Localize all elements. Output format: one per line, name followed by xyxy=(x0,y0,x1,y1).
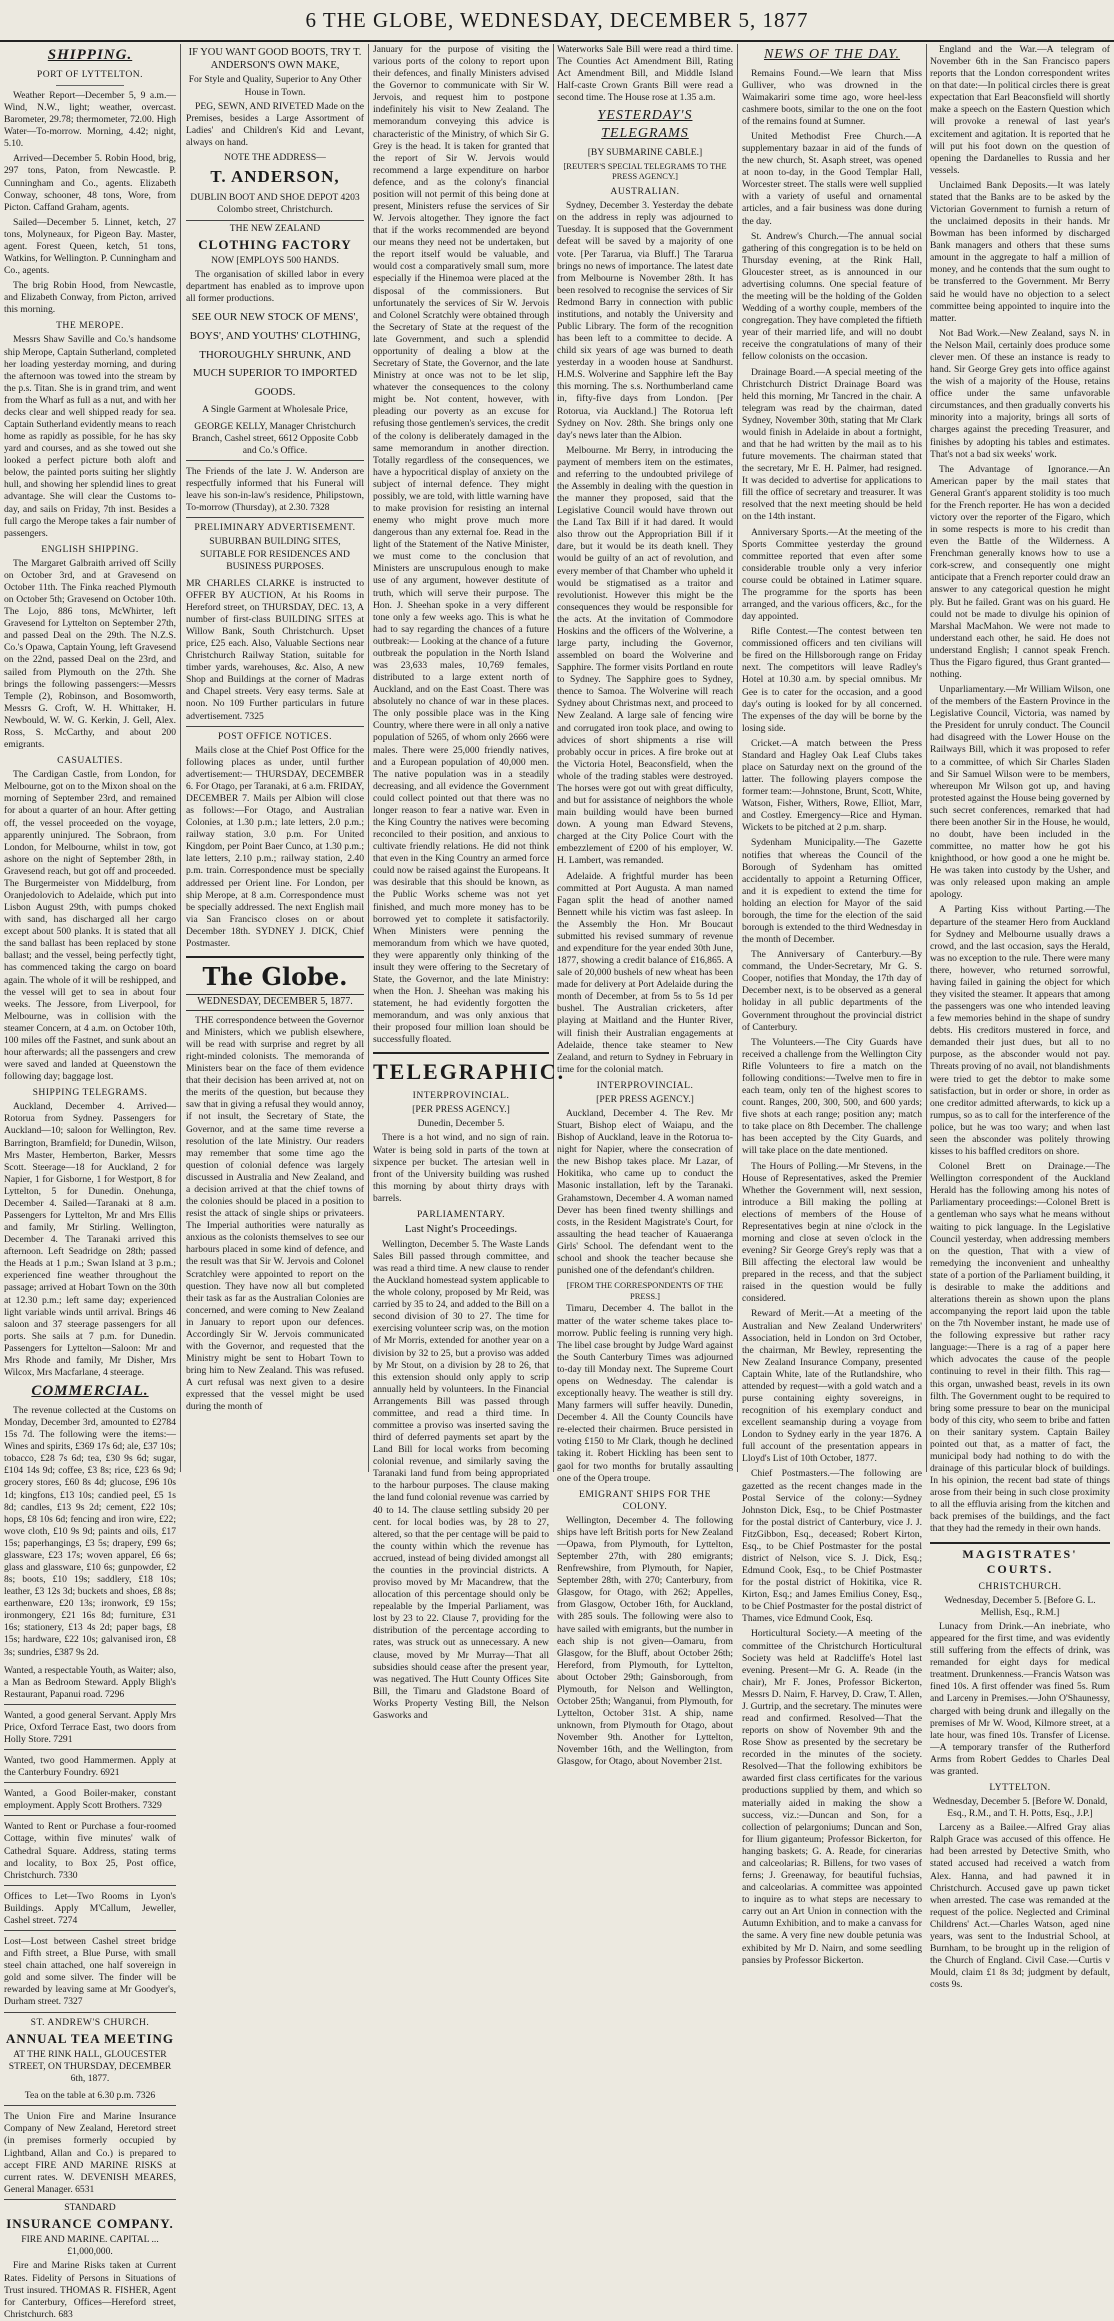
shipping-telegrams-heading: SHIPPING TELEGRAMS. xyxy=(32,1087,148,1099)
auckland-article: Auckland, December 4. The Rev. Mr Stuart, Bishop elect of Waiapu, and the Bishop of Auckland, leave in the Rotorua to-night for Napier, where the consecration of the new Bishop takes place. Mr Lazar, of Hokitika, who came up to conduct the Masonic installation, left by the Taranaki. Grahamstown, December 4. A woman named Dever has been fined twenty shillings and costs, in the Resident Magistrate's Court, for assaulting the head teacher of Kauaeranga Girls' School. The defendant went to the school and shook the teacher because she punished one of the defendant's children. xyxy=(557,1107,733,1276)
sailings: Sailed—December 5. Linnet, ketch, 27 tons, Molyneaux, for Pigeon Bay. Master, agent. Forest Queen, ketch, 51 tons, Watkins, for Wellington. P. Cunningham and Co., agents. xyxy=(4,216,176,277)
standard-name: INSURANCE COMPANY. xyxy=(6,2215,174,2231)
clarke-auction-ad: MR CHARLES CLARKE is instructed to OFFER BY AUCTION, At his Rooms in Hereford street, on THURSDAY, DEC. 13, A number of first-class BUILDING SITES at Willow Bank, South Christchurch. Upset price, £25 each. Also, Valuable Sections near Christchurch Railway Station, suitable for timber yards, warehouses, &c. Also, A new Shop and Buildings at the corner of Madras and Chapel streets. Very easy terms. Sale at noon. No 109 Further particulars in future advertisement. 7325 xyxy=(186,575,364,727)
news-item: Colonel Brett on Drainage.—The Wellington correspondent of the Auckland Herald has the following among his notes of Parliamentary proceedings:—Colonel Brett is a gentleman who says what he means without waiting to pick language. In the Legislative Council yesterday, when addressing members on the question, That with a view of remedying the inconvenient and unhealthy state of a portion of the Parliament building, it is desirable to make the additions and alterations therein as shown upon the plans accompanying the report laid upon the table on the 7th November instant, he made use of the following expressive but rather racy language:—There is a rag of a paper here which advocates the cause of the people continuing to revel in their filth. This rag—this organ, unwashed beast, revels in its own filth. The Government ought to be required to bring some pressure to bear on the municipal body of this city, who seem to bribe and fatten on their sanitary system. Captain Bailey pointed out that, as a matter of fact, the municipal body had nothing to do with the drainage of this particular block of buildings. In his opinion, the recent bad state of things arose from their being in such close proximity to all the effluvia arising from the kitchen and back premises of the buildings, and the fact that they had the remedy in their own hands. xyxy=(930,1161,1110,1535)
yesterday-telegrams-heading: YESTERDAY'S TELEGRAMS xyxy=(597,108,693,142)
anderson-note: NOTE THE ADDRESS— xyxy=(224,151,326,163)
section-heading-shipping: SHIPPING. xyxy=(47,47,133,63)
organisation-text: The organisation of skilled labor in every department has enabled as to improve upon all former productions. xyxy=(186,269,364,305)
news-item: A Parting Kiss without Parting.—The departure of the steamer Hero from Auckland for Sydney and Melbourne usually draws a crowd, and the last occasion, says the Herald, was no exception to the rule. There were many there, however, who returned sorrowful, having failed in gaining the object for which they visited the steamer. It appears that among the passengers was one who intended leaving a few memories behind in the shape of sundry debts. His creditors mustered in force, and demanded their just dues, but all to no purpose, as the absconder would not pay. Threats proving of no avail, not blandishments were tried to get the debtor to make some satisfaction, but in order or shore, in order as one creditor admitted afterwards, to kick up a rumpus, so as to call for the interference of the police, but he was too wary; and when last seen the absconder was politely throwing kisses to his baffled creditors on shore. xyxy=(930,904,1110,1158)
english-shipping-heading: ENGLISH SHIPPING. xyxy=(41,543,139,555)
classified-ad: Wanted, two good Hammermen. Apply at the Canterbury Foundry. 6921 xyxy=(4,1752,176,1783)
interprovincial-heading: INTERPROVINCIAL. xyxy=(596,1079,694,1091)
standard-sub: FIRE AND MARINE. CAPITAL ... £1,000,000. xyxy=(21,2234,159,2258)
lyttelton-heading: LYTTELTON. xyxy=(989,1782,1051,1793)
column-rule xyxy=(180,44,181,1472)
post-office-heading: POST OFFICE NOTICES. xyxy=(217,730,333,742)
christchurch-cases: Lunacy from Drink.—An inebriate, who appeared for the first time, and was evidently still suffering from the effects of drink, was remanded for eight days for medical treatment. Drunkenness.—Francis Watson was fined 10s. A first offender was fined 5s. Rum and Larceny in Premises.—John O'Shaunessy, charged with being drunk and illegally on the premises of Mr W. Wood, Kilmore street, at a late hour, was fined 10s. Transfer of License.—A temporary transfer of the Rutherford Arms from Robert Geddes to Charles Deal was granted. xyxy=(930,1620,1110,1777)
news-item: The Hours of Polling.—Mr Stevens, in the House of Representatives, asked the Premier Whether the Government will, next session, introduce a Bill making the polling at elections of members of the House of Representatives begin at nine o'clock in the morning and close at seven o'clock in the evening? Sir George Grey's reply was that a Bill affecting the electoral law would be prepared in the recess, and that the subject raised in the question would be fully considered. xyxy=(742,1160,922,1305)
commercial-article: The revenue collected at the Customs on Monday, December 3rd, amounted to £2784 15s 7d. The following were the items:—Wines and spirits, £369 17s 6d; ale, £37 10s; tobacco, £28 7s 6d; tea, £30 9s 6d; sugar, £104 14s 9d; coffee, £3 8s; rice, £23 6s 9d; grocery stores, £60 8s 4d; glucose, £96 10s 1d; kingfons, £13 10s; candied peel, £5 1s 8d; candles, £13 9s 2d; cement, £22 10s; hops, £8 10s 6d; fencing and iron wire, £22; wove cloth, £10 9s 9d; paints and oils, £17 15s; paperhangings, £3 5s; drapery, £99 6s; glassware, £23 17s; woven apparel, £6 6s; glass and glassware, £10 6s; gunpowder, £2 8s; boots, £10 19s; saddlery, £18 10s; leather, £3 12s 3d; buckets and shoes, £8 8s; earthenware, £20 13s; ironwork, £9 15s; ironmongery, £21 16s 8d; furniture, £31 16s; stationery, £13 4s 2d; paper bags, £8 15s; hardware, £22 10s; galvanised iron, £8 3s; sundries, £387 9s 2d. xyxy=(4,1404,176,1658)
standard-text: Fire and Marine Risks taken at Current Rates. Fidelity of Persons in Situations of Trust insured. THOMAS R. FISHER, Agent for Canterbury, Offices—Hereford street, Christchurch. 683 xyxy=(4,2260,176,2320)
preliminary-heading: PRELIMINARY ADVERTISEMENT. xyxy=(194,522,356,534)
column-2 xyxy=(186,44,364,1472)
dunedin-dateline: Dunedin, December 5. xyxy=(417,1118,505,1130)
news-item: Remains Found.—We learn that Miss Gulliver, who was drowned in the Waimakariri some time ago, wore heel-less cashmere boots, similar to the one on the foot of the remains found at Sumner. xyxy=(742,67,922,127)
leader-article: THE correspondence between the Governor and Ministers, which we publish elsewhere, will be read with surprise and regret by all right-minded colonists. The memoranda of Ministers bear on the face of them evidence that their decision has been arrived at, not on the merits of the question, but because they saw that in giving a refusal they would annoy, if not insult, the Secretary of State, the Governor, and at the same time reverse a resolution of the late Ministry. Our readers may remember that some time ago the question of colonial defence was largely discussed in Australia and New Zealand, and a decision arrived at that the chief towns of the colonies should be placed in a position to resist the attack of single ships or privateers. The Imperial authorities were naturally as anxious as the colonists themselves to see our harbours placed in some kind of defence, and the result was that Sir W. Jervois and Colonel Scratchley were appointed to report on the question. They have now all but completed their task as far as the Australian Colonies are concerned, and were coming to New Zealand in January to report upon our defences. Accordingly Sir W. Jervois communicated with the Governor, and requested that the Ministry might be sent to Hobart Town to bring him to New Zealand. This was refused. A curt refusal was next given to a desire expressed that the vessel might be used during the month of xyxy=(186,1014,364,1413)
port-heading: PORT OF LYTTELTON. xyxy=(36,68,144,80)
news-item: Anniversary Sports.—At the meeting of the Sports Committee yesterday the ground committee reported that even after some considerable trouble only a very inferior course could be obtained in Latimer square. The programme for the sports has been arranged, and the various officers, &c., for the day appointed. xyxy=(742,526,922,623)
arrivals: Arrived—December 5. Robin Hood, brig, 297 tons, Paton, from Newcastle. P. Cunningham and Co., agents. Elizabeth Conway, schooner, 48 tons, Wore, from Picton. Caffand Graham, agents. xyxy=(4,153,176,213)
column-1 xyxy=(4,44,176,2320)
news-item: St. Andrew's Church.—The annual social gathering of this congregation is to be held on Thursday evening, at the Rink Hall, Gloucester street, as is announced in our advertising columns. One special feature of the meeting will be the holding of the Golden Wedding of a worthy couple, members of the congregation. They have completed the fiftieth year of their married life, and will no doubt receive the congratulations of many of their fellow colonists on the occasion. xyxy=(742,230,922,363)
column-rule xyxy=(926,44,927,1472)
page-title: 6 THE GLOBE, WEDNESDAY, DECEMBER 5, 1877 xyxy=(305,8,809,32)
correspondents-tag: [FROM THE CORRESPONDENTS OF THE PRESS.] xyxy=(566,1280,724,1301)
interprovincial-heading: INTERPROVINCIAL. xyxy=(412,1090,510,1102)
nz-heading: THE NEW ZEALAND xyxy=(229,222,321,234)
press-agency-tag: [PER PRESS AGENCY.] xyxy=(412,1104,510,1116)
news-item: Reward of Merit.—At a meeting of the Australian and New Zealand Underwriters' Association, held in London on 3rd October, the chairman, Mr Bewley, representing the New Zealand Insurance Company, presented Captain White, late of the Rutlandshire, who attended by request—with a gold watch and a purse containing eighty sovereigns, in recognition of his exemplary conduct and excellent seamanship during a voyage from London to Sydney early in the year 1876. A full account of the presentation appears in Lloyd's List of 10th October, 1877. xyxy=(742,1308,922,1465)
anderson-sub: For Style and Quality, Superior to Any Other House in Town. xyxy=(188,74,362,98)
news-item: Rifle Contest.—The contest between ten commissioned officers and ten civilians will be fired on the Hillsborough range on Friday next. The competitors will leave Radley's Hotel at 10.30 a.m. by special omnibus. Mr Gee is to cater for the occasion, and a good day's outing is looked for by all concerned. The expenses of the day will be borne by the losing side. xyxy=(742,626,922,734)
news-item: Horticultural Society.—A meeting of the committee of the Christchurch Horticultural Society was held at Radcliffe's Hotel last evening. Present—Mr G. A. Reade (in the chair), Mr F. Jones, Professor Bickerton, Messrs D. Nairn, F. Harvey, D. Craw, T. Allen, J. Gurtrip, and the secretary. The minutes were read and confirmed. Resolved—That the reports on show of November 9th and the Rose Show as presented by the secretary be recorded in the minutes of the society. Resolved—That the following exhibitors be awarded first class certificates for the various productions supplied by them, and which so materially aided in making the show a success, viz.:—Duncan and Son, for a collection of pelargoniums; Duncan and Son, for Ilium giganteum; Professor Bickerton, for hanging baskets; G. A. Reade, for cinerarias and calceolarias; R. Billens, for two vases of ferns; J. Greenaway, for beautiful fuchsias, and calceolarias. A committee was appointed to inquire as to what steps are necessary to carry out an Art Union in connection with the Autumn Exhibition, and to make a canvass for the same. A very fine new double petunia was exhibited by Mr D. Nairn, and some seedling pansies by Professor Bickerton. xyxy=(742,1628,922,1966)
clothing-factory-title: CLOTHING FACTORY xyxy=(198,236,352,252)
column-rule xyxy=(368,44,369,1472)
funeral-notice: The Friends of the late J. W. Anderson are respectfully informed that his Funeral will leave his son-in-law's residence, Philipstown, To-morrow (Thursday), at 2.30. 7328 xyxy=(186,463,364,518)
column-rule xyxy=(553,44,554,1472)
column-6 xyxy=(930,44,1110,1991)
classified-ad: Lost—Lost between Cashel street bridge and Fifth street, a Blue Purse, with small steel chain attached, one half sovereign in gold and some silver. The finder will be rewarded by leaving same at Mr Goodyer's, Durham street. 7327 xyxy=(4,1933,176,2012)
tea-meeting-time: Tea on the table at 6.30 p.m. 7326 xyxy=(4,2087,176,2106)
weather-report: Weather Report—December 5, 9 a.m.—Wind, N.W., light; weather, overcast. Barometer, 29.78; thermometer, 72.00. High Water—To-morrow. Morning, 4.42; night, 5.10. xyxy=(4,89,176,150)
news-item: Not Bad Work.—New Zealand, says N. in the Nelson Mail, certainly does produce some clever men. Of these an instance is ready to hand. Sir George Grey gets into office against the wish of a majority of the House, retains office under the same unfavorable circumstances, and then gradually converts his minority into a majority, brings all sorts of charges against the preceding Treasurer, and finishes by adopting his tables and estimates. That's not a bad six weeks' work. xyxy=(930,327,1110,460)
news-item: United Methodist Free Church.—A supplementary bazaar in aid of the funds of the new church, St. Asaph street, was opened at noon to-day, in the Good Templar Hall, Worcester street. The stalls were well supplied with a variety of useful and ornamental articles, and a fair business was done during the day. xyxy=(742,131,922,227)
adelaide-article: Adelaide. A frightful murder has been committed at Port Augusta. A man named Fagan split the head of another named Bennett while his victim was fast asleep. In the Assembly the Hon. Mr Boucaut submitted his revised summary of revenue and expenditure for the year ended 30th June, 1877, showing a credit balance of £16,865. A sale of 20,000 bushels of new wheat has been made for delivery at Port Adelaide during the month of December, at from 5s to 5s 1d per bushel. The Australian cricketers, after playing at Maitland and the Hunter River, will finish their Australian engagements at Adelaide, thence take steamer to New Zealand, and return to Sydney in February in time for the colonial match. xyxy=(557,870,733,1075)
kelly-signature: GEORGE KELLY, Manager Christchurch Branch, Cashel street, 6612 Opposite Cobb and Co.'s Office. xyxy=(186,418,364,461)
union-insurance-ad: The Union Fire and Marine Insurance Company of New Zealand, Heretord street (in premises formerly occupied by Lightband, Allan and Co.) is prepared to accept FIRE AND MARINE RISKS at current rates. W. DEVENISH MEARES, General Manager. 6531 xyxy=(4,2108,176,2200)
classified-ad: Wanted to Rent or Purchase a four-roomed Cottage, within five minutes' walk of Cathedral Square. Address, stating terms and locality, to Box 25, Post office, Christchurch. 7330 xyxy=(4,1818,176,1885)
merope-article: Messrs Shaw Saville and Co.'s handsome ship Merope, Captain Sutherland, completed her loading yesterday morning, and during the afternoon was towed into the stream by the p.s. Titan. She is in grand trim, and went from the Wharf as full as a nut, and with her decks clear and well shipped ready for sea. Captain Sutherland evidently means to reach home as rapidly as possible, for he has sky yard and courses, and as she towed out she looked a perfect picture both aloft and below, the painted ports suiting her slightly hull, and showing her splendid lines to great advantage. She will clear the Customs to-day, and sails on Friday, 7th inst. Besides a full cargo the Merope takes a fair number of passengers. xyxy=(4,334,176,539)
news-item: England and the War.—A telegram of November 6th in the San Francisco papers reports that the London correspondent writes on that date:—In political circles there is great expectation that Earl Beaconsfield will shortly make a speech on the Eastern Question which will provoke a renewal of last year's excitement and agitation. It is reported that he will put his foot down on the question of opening the Dardanelles to Russia and her vessels. xyxy=(930,44,1110,176)
divider xyxy=(56,85,125,86)
news-item: Unparliamentary.—Mr William Wilson, one of the members of the Eastern Province in the Legislative Council, Victoria, was named by the President for unruly conduct. The Council had disagreed with the Lower House on the Railways Bill, which it was proposed to refer to a committee, of which Sir Charles Sladen and Sir Samuel Wilson were to be members, whereupon Mr Wilson got up, and having protested against the House being governed by such secret conferences, remarked that had there been another Sir in the House, he would, no doubt, have been included in the committee, no matter how he got his knighthood, or how good a one he might be. He was taken into custody by the Usher, and was only released upon making an ample apology. xyxy=(930,684,1110,901)
leader-continued: January for the purpose of visiting the various ports of the colony to report upon their defences, and finally Ministers advised the Governor to communicate with Sir W. Jervois, and request him to postpone indefinitely his visit to New Zealand. The memorandum conveying this advice is characteristic of the Ministry, of which Sir G. Grey is the head. It is taken for granted that the report of Sir W. Jervois would recommend a large expenditure on harbor defence, and as the colony's financial position will not permit of this being done at present, Ministers refuse the services of Sir W. Jervois altogether. They ignore the fact that if the works recommended are beyond our means they need not be undertaken, but the report itself would be valuable, and would cost a comparatively small sum, more especially if the Hinemoa were placed at the disposal of the commissioners. But unfortunately the services of Sir W. Jervois and Colonel Scratchly were obtained through the Secretary of State at the request of the late Government, and such a splendid opportunity of dealing a blow at the Secretary of State, the Governor, and the late Ministry at once was not to be let slip, whatever the consequences to the colony might be. Not content, however, with pleading our poverty as an excuse for refusing those gentlemen's services, the credit of the colony is deliberately damaged in the same memorandum in another direction. Totally regardless of the consequences, we have a hypocritical display of anxiety on the subject of internal defence. They might possibly, we are told, with little warning have to make provision for resisting an internal enemy who might prove much more dangerous than any external foe. Read in the light of the Statement of the Native Minister, we must come to the conclusion that Ministers are unscrupulous enough to make use of any argument, however destitute of truth, which will serve their purpose. The Hon. J. Sheehan spoke in a very different tone only a few weeks ago. This is what he had to say regarding the chances of a future outbreak:— Looking at the chance of a future outbreak the population in the North Island was 23,633 males, 10,769 females, distributed to a large extent north of Auckland, and on the East Coast. There was absolutely no chance of war in these places. The only possible place was in the King Country, where there were in all only a native population of 5265, of whom only 2666 were males. There were 25,000 friendly natives, and a European population of 40,000 men. The native population was in a steadily decreasing, and all evidence the Government could collect pointed out that there was no longer reason to fear a native war. Even in the King Country the natives were becoming reconciled to their position, and anxious to cultivate friendly relations. He did not think that even in the King Country an armed force could now be raised against the Europeans. It was desirable that this should be known, as the Public Works scheme was not yet finished, and much more money has to be borrowed yet to complete it satisfactorily. When Ministers were penning the memorandum from which we have quoted, they were apparently only thinking of the insult they were offering to the Secretary of State, the Governor, and the late Ministry: when the Hon. J. Sheehan was making his statement, he had evidently forgotten the memorandum, and was only anxious that their proposed four million loan should be successfully floated. xyxy=(373,44,549,1046)
emigrant-ships-article: Wellington, December 4. The following ships have left British ports for New Zealand—Opawa, from Plymouth, for Lyttelton, September 27th, with 280 emigrants; Renfrewshire, from Plymouth, for Napier, September 28th, with 270; Canterbury, from Glasgow, for Otago, with 262; Appelles, from Glasgow, October 16th, for Auckland, with 285 souls. The following were also to have sailed with emigrants, but the number in each ship is not given—Oamaru, from Glasgow, for the Bluff, about October 26th; Hereford, from Plymouth, for Lyttelton, about October 29th; Gainsborough, from Plymouth, for Nelson and Wellington, October 25th; Wanganui, from Plymouth, for Lyttelton, October 31st. A ship, name unknown, from Plymouth for Otago, about November 9th. Another for Lyttelton, November 16th, and the Wellington, from Glasgow, for Otago, about November 21st. xyxy=(557,1514,733,1768)
emigrant-ships-heading: EMIGRANT SHIPS FOR THE COLONY. xyxy=(579,1488,711,1512)
reuter-tag: [REUTER'S SPECIAL TELEGRAMS TO THE PRESS AGENCY.] xyxy=(563,160,727,182)
english-shipping-article: The Margaret Galbraith arrived off Scilly on October 3rd, and at Gravesend on October 11th. The Finka reached Plymouth on October 5th; Gravesend on October 10th. The Lojo, 886 tons, McWhirter, left Gravesend for Lyttelton on September 27th, and passed Deal on the 29th. The N.Z.S. Co.'s Opawa, Captain Young, left Gravesend on the 22nd, passed Deal on the 23rd, and sailed from Plymouth on the 27th. She brings the following passengers:—Messrs Temple (2), Robinson, and Bosomworth, Messrs G. Croft, W. H. Whittaker, H. Newbould, W. W. G. Kerkin, J. Gell, Alex. Ross, S. McCarthy, and about 200 emigrants. xyxy=(4,557,176,751)
brig-note: The brig Robin Hood, from Newcastle, and Elizabeth Conway, from Picton, arrived this morning. xyxy=(4,280,176,316)
column-4 xyxy=(557,44,733,1768)
classified-ad: Wanted, a good general Servant. Apply Mrs Price, Oxford Terrace East, two doors from Holly Store. 7291 xyxy=(4,1707,176,1750)
casualties-heading: CASUALTIES. xyxy=(57,755,123,767)
employs-line: NOW [EMPLOYS 500 HANDS. xyxy=(211,255,339,266)
column-5 xyxy=(742,44,922,1966)
news-item: Drainage Board.—A special meeting of the Christchurch District Drainage Board was held this morning, Mr Tancred in the chair. A telegram was read by the chairman, dated Sydney, November 30th, stating that Mr Clark would finish in Adelaide in about a fortnight, and that he had written by the mail as to his future movements. The chairman stated that the secretary, Mr E. H. Palmer, had resigned. It was decided to advertise for applications to fill the office of secretary and treasurer. It was resolved that the next meeting should be held on the 14th instant. xyxy=(742,366,922,523)
suburban-heading: SUBURBAN BUILDING SITES, SUITABLE FOR RESIDENCES AND BUSINESS PURPOSES. xyxy=(200,536,350,572)
church-heading: ST. ANDREW'S CHURCH. xyxy=(30,2016,150,2028)
news-item: The Advantage of Ignorance.—An American paper by the mail states that General Grant's apparent stolidity is too much for the French reporter. He has won a decided victory over the reporter of the Figaro, which in some respects is more to his credit than even the Battle of the Wilderness. A Frenchman generally knows how to use a cork-screw, and consequently one might anticipate that a French reporter could draw an answer to any categorical question he might ply. But he failed. Grant was on his guard. He could not be made to divulge his opinion of Marshal MacMahon. We were not made to understand each other, he said. He does not understand English; I cannot speak French. Thus the Figaro figured, thus Grant granted—nothing. xyxy=(930,463,1110,680)
cable-tag: [BY SUBMARINE CABLE.] xyxy=(587,146,703,158)
telegraphic-heading: TELEGRAPHIC. xyxy=(373,1052,549,1086)
section-heading-commercial: COMMERCIAL. xyxy=(31,1383,149,1400)
column-3 xyxy=(373,44,566,1721)
newspaper-title: The Globe. xyxy=(186,956,364,992)
press-agency-tag: [PER PRESS AGENCY.] xyxy=(596,1093,694,1105)
lyttelton-cases: Larceny as a Bailee.—Alfred Gray alias Ralph Grace was accused of this offence. He had been arrested by Detective Smith, who stated accused had received a watch from Alex. Hanna, and had pawned it in Christchurch. Accused gave up pawn ticket when arrested. The case was remanded at the request of the police. Neglected and Criminal Childrens' Act.—Charles Watson, aged nine years, was sent to the Industrial School, at Burnham, to be brought up in the religion of the Church of England. Civil Case.—Curtis v Mould, claim £1 8s 3d; judgment by default, costs 9s. xyxy=(930,1822,1110,1991)
christchurch-heading: CHRISTCHURCH. xyxy=(978,1580,1062,1592)
masthead xyxy=(0,0,1114,42)
news-item: The Volunteers.—The City Guards have received a challenge from the Wellington City Rifle Volunteers to fire a match on the following conditions:—Twelve men to fire in each team, only ten of the highest scores to count. Ranges, 200, 300, 500, and 600 yards; five shots at each range; position any; match to take place on 8th December. The challenge has been accepted by the City Guards, and will take place on the date mentioned. xyxy=(742,1036,922,1157)
lyttelton-date: Wednesday, December 5. [Before W. Donald, Esq., R.M., and T. H. Potts, Esq., J.P.] xyxy=(932,1796,1108,1820)
shipping-telegrams-article: Auckland, December 4. Arrived—Rotorua from Sydney. Passengers for Auckland—10; saloon for Wellington, Rev. Barrington, Bramfield; for Dunedin, Wilson, Mrs Master, Hemberton, Barker, Messrs Scott. Steerage—18 for Auckland, 2 for Napier, 1 for Gisborne, 1 for Westport, 8 for Lyttelton, 5 for Dunedin. Onehunga, December 4. Sailed—Taranaki at 8 a.m. Passengers for Lyttelton, Mr and Mrs Ellis and family, Mr Stirling. Wellington, December 4. The Taranaki arrived this afternoon. Left Seadridge on 28th; passed the Heads at 1 p.m.; Swan Island at 3 p.m.; experienced fine weather throughout the passage; arrived at Hobart Town on the 30th at 12.30 p.m.; left same day; experienced light variable winds until arrival. Brings 46 saloon and 37 steerage passengers for all ports. She sails at 7 p.m. for Dunedin. Passengers for Lyttelton—Saloon: Mr and Mrs Rhode and family, Mr Disher, Mrs Wilcox, Mrs Macfarlane, 4 steerage. xyxy=(4,1101,176,1379)
parliamentary-heading: PARLIAMENTARY. xyxy=(416,1208,506,1220)
parliament-continued: Waterworks Sale Bill were read a third time. The Counties Act Amendment Bill, Rating Act Amendment Bill, and Middle Island Half-caste Crown Grants Bill were read a second time. The House rose at 1.35 a.m. xyxy=(557,44,733,104)
australian-article: Sydney, December 3. Yesterday the debate on the address in reply was adjourned to Tuesday. It is supposed that the Government defeat will be saved by a majority of one vote. [Per Tararua, via Bluff.] The Tararua brings no news of importance. The latest date from Melbourne is November 28th. It has been resolved to recognise the services of Sir Redmond Barry in connection with public institutions, and notably the University and Public Library. The form of the recognition has been left to a committee to decide. A child six years of age was burned to death yesterday in a wooden house at Sandhurst. H.M.S. Wolverine and Sapphire left the Bay this morning. The s.s. Northumberland came in, fifty-five days from London. [Per Rotorua, via Auckland.] The Rotorua left Sydney on Nov. 28th. She brings only one day's news later than the Albion. xyxy=(557,200,733,441)
parliamentary-article: Wellington, December 5. The Waste Lands Sales Bill passed through committee, and was read a third time. A new clause to render the Auckland homestead system applicable to the whole colony, proposed by Mr Reid, was carried by 35 to 24, and added to the Bill on a second division of 30 to 27. The time for exercising volunteer scrip was, on the motion of Mr Morris, extended for another year on a division by 32 to 25, but a proviso was added by Mr Stout, on a division by 28 to 26, that this extension should only apply to scrip annually held by volunteers. In the Financial Arrangements Bill was passed through committee, and read a third time. In committee a proviso was inserted saving the third of deferred payments set apart by the Land Bill for local works from becoming colonial revenue, and similarly saving the Taranaki land fund from being appropriated to the harbour purposes. The clause making the land fund colonial revenue was carried by 40 to 14. The clause settling subsidy 20 per cent. for local bodies was, by 28 to 27, altered, so that the per centage will be paid to the county within which the revenue has accrued, instead of being divided amongst all the counties in the provincial districts. A proviso moved by Mr Macandrew, that the allocation of this percentage should only be repealable by the Imperial Parliament, was lost by 23 to 22. Clause 7, providing for the distribution of the percentage according to rates, was struck out as unnecessary. A new clause, moved by Mr Murray—That all subsidies should cease after the present year, was negatived. The Hutt County Offices Site Bill, the Timaru and Gladstone Board of Works Property Vesting Bill, the Nelson Gasworks and xyxy=(373,1238,549,1721)
news-item: The Anniversary of Canterbury.—By command, the Under-Secretary, Mr G. S. Cooper, notifies that Monday, the 17th day of December next, is to be observed as a general holiday in all public departments of the Government throughout the provincial district of Canterbury. xyxy=(742,949,922,1033)
merope-heading: THE MEROPE. xyxy=(56,320,124,332)
news-item: Sydenham Municipality.—The Gazette notifies that whereas the Council of the Borough of Sydenham has omitted accidentally to appoint a Returning Officer, and it is expedient to extend the time for holding an election for Mayor of the said borough, the time for the election of the said borough is extended to the third Wednesday in the month of December. xyxy=(742,837,922,946)
stock-text: SEE OUR NEW STOCK OF MENS', BOYS', AND YOUTHS' CLOTHING, THOROUGHLY SHRUNK, AND MUCH SUPERIOR TO IMPORTED GOODS. xyxy=(189,311,361,399)
australian-heading: AUSTRALIAN. xyxy=(610,186,680,198)
column-rule xyxy=(737,44,738,1472)
parliamentary-sub: Last Night's Proceedings. xyxy=(404,1222,518,1235)
news-item: Cricket.—A match between the Press Standard and Hagley Oak Leaf Clubs takes place on Saturday next on the ground of the latter. The following players compose the former team:—Johnstone, Brunt, Scott, White, Watson, Fisher, Withers, Rowe, Elliot, Marr, and Costley. Emergency—Rice and Hyman. Wickets to be pitched at 2 p.m. sharp. xyxy=(742,737,922,834)
casualties-article: The Cardigan Castle, from London, for Melbourne, got on to the Mixon shoal on the morning of September 23rd, and remained for about a quarter of an hour. After getting off, the vessel proceeded on the voyage, apparently uninjured. The Sobraon, from London, for Melbourne, whilst in tow, got ashore on the night of September 28th, in Gravesend reach, but got off and proceeded. The Burgermeister von Middelburg, from Oranjedolovich to Adelaide, which put into Lisbon August 29th, with pumps choked with sand, has discharged all her cargo except about 500 planks. It is stated that all the sand ballast has been replaced by stone ballast; and the vessel, being perfectly tight, has commenced taking the cargo on board again. The whole of it will be reshipped, and the vessel will get to sea in about four weeks. The Jessore, from Liverpool, for Melbourne, was in collision with the steamer Concern, at 4 a.m. on October 10th, 100 miles off the Fastnet, and sunk about an hour afterwards; all the passengers and crew were saved and landed at Queenstown the following day; baggage lost. xyxy=(4,769,176,1083)
classified-ad: Wanted, a Good Boiler-maker, constant employment. Apply Scott Brothers. 7329 xyxy=(4,1785,176,1816)
anderson-heading: IF YOU WANT GOOD BOOTS, TRY T. ANDERSON'S OWN MAKE, xyxy=(188,47,362,72)
anderson-pegs: PEG, SEWN, AND RIVETED Made on the Premises, besides a Large Assortment of Ladies' and Children's Kid and Levant, always on hand. xyxy=(186,100,364,148)
melbourne-article: Melbourne. Mr Berry, in introducing the payment of members item on the estimates, and referring to the undoubted privilege of the Assembly in dealing with the question in the manner they proposed, said that the Legislative Council would have thrown out the Land Tax Bill if it had dared. It would also throw out the Appropriation Bill if it dare, but it would be its death knell. They would be guilty of an act of revolution, and every member of that Chamber who upheld it would be stigmatised as a traitor and revolutionist. However this might be the consequences they would be responsible for the acts. At the invitation of Commodore Hoskins and the officers of the Wolverine, a large party, including the Governor, assembled on board the Wolverine and Sapphire. The former visits Portland en route to Sydney. The Sapphire goes to Sydney, thence to Samoa. The Wolverine will reach Sydney about Christmas next, and proceed to New Zealand. A large sale of fencing wire and corrugated iron took place, and owing to advices of short shipments a rise will probably occur in prices. A fire broke out at the Victoria Hotel, Beaconsfield, when the whole of the trading stables were destroyed. The horses were got out with great difficulty, and but for assistance of neighbors the whole main building would have been burned down. A young man Edward Stevens, charged at the City Police Court with the embezzlement of £200 of his employer, W. H. Lambert, was remanded. xyxy=(557,444,733,867)
classified-ad: Offices to Let—Two Rooms in Lyon's Buildings. Apply M'Callum, Jeweller, Cashel street. 7274 xyxy=(4,1888,176,1931)
magistrates-heading: MAGISTRATES' COURTS. xyxy=(930,1542,1110,1577)
single-garment: A Single Garment at Wholesale Price, xyxy=(202,403,348,415)
standard-heading: STANDARD xyxy=(64,2201,116,2213)
news-item: Chief Postmasters.—The following are gazetted as the recent changes made in the Postal Service of the colony:—Sydney Johnston Dick, Esq., to be Chief Postmaster for the postal district of Canterbury, vice J. J. FitzGibbon, Esq., deceased; Robert Kirton, Esq., to be Chief Postmaster for the postal district of Nelson, vice S. J. Dick, Esq.; Edmund Cook, Esq., to be Chief Postmaster for the postal district of Hokitika, vice R. Kirton, Esq.; and James Emilius Coney, Esq., to be Chief Postmaster for the postal district of Thames, vice Edmund Cook, Esq. xyxy=(742,1468,922,1625)
news-item: Unclaimed Bank Deposits.—It was lately stated that the Banks are to be asked by the Victorian Government to furnish a return of the unclaimed deposits in their hands. Mr Bowman has been informed by discharged Bank managers and others that these sums amount in the aggregate to half a million of money, and he contends that the sum ought to be transferred to the Government. Mr Berry said he would have no objection to a select committee being appointed to inquire into the matter. xyxy=(930,179,1110,324)
dunedin-article: There is a hot wind, and no sign of rain. Water is being sold in parts of the town at sixpence per bucket. The artesian well in front of the University building was rushed this morning by about thirty drays with barrels. xyxy=(373,1132,549,1204)
anderson-name: T. ANDERSON, xyxy=(210,166,340,186)
issue-date: WEDNESDAY, DECEMBER 5, 1877. xyxy=(186,994,364,1011)
tea-meeting-title: ANNUAL TEA MEETING xyxy=(5,2030,174,2046)
anderson-address: DUBLIN BOOT AND SHOE DEPOT 4203 Colombo street, Christchurch. xyxy=(186,189,364,220)
news-of-the-day-heading: NEWS OF THE DAY. xyxy=(763,47,901,62)
timaru-article: Timaru, December 4. The ballot in the matter of the water scheme takes place to-morrow. Public feeling is running very high. The libel case brought by Judge Ward against the South Canterbury Times was adjourned to-day till Monday next. The Supreme Court opens on Wednesday. The calendar is exceptionally heavy. The weather is still dry. Many farmers will suffer heavily. Dunedin, December 4. All the County Councils have re-elected their chairmen. Bruce persisted in voting £150 to Mr Clark, though he declined taking it. Robert Hickling has been sent to gaol for two months for brutally assaulting one of the Opera troupe. xyxy=(557,1303,733,1484)
christchurch-date: Wednesday, December 5. [Before G. L. Mellish, Esq., R.M.] xyxy=(944,1594,1096,1618)
classified-ad: Wanted, a respectable Youth, as Waiter; also, a Man as Bedroom Steward. Apply Bligh's Restaurant, Papanui road. 7296 xyxy=(4,1662,176,1705)
post-office-notices: Mails close at the Chief Post Office for the following places as under, until further advertisement:— THURSDAY, DECEMBER 6. For Otago, per Taranaki, at 6 a.m. FRIDAY, DECEMBER 7. Mails per Albion will close as follows:—For Otago, and Australian Colonies, at 1.30 p.m.; late letters, 2.0 p.m.; railway station, 3.0 p.m. For United Kingdom, per Point Baer Cunco, at 1.30 p.m.; late letters, 2.10 p.m.; railway station, 2.40 p.m. train. Correspondence must be specially addressed per Orient line. For London, per ship Merope, at 8 a.m. Correspondence must be specially addressed. The next English mail via San Francisco closes on or about December 18th. SYDNEY J. DICK, Chief Postmaster. xyxy=(186,744,364,949)
tea-meeting-location: AT THE RINK HALL, GLOUCESTER STREET, ON THURSDAY, DECEMBER 6th, 1877. xyxy=(8,2048,172,2085)
